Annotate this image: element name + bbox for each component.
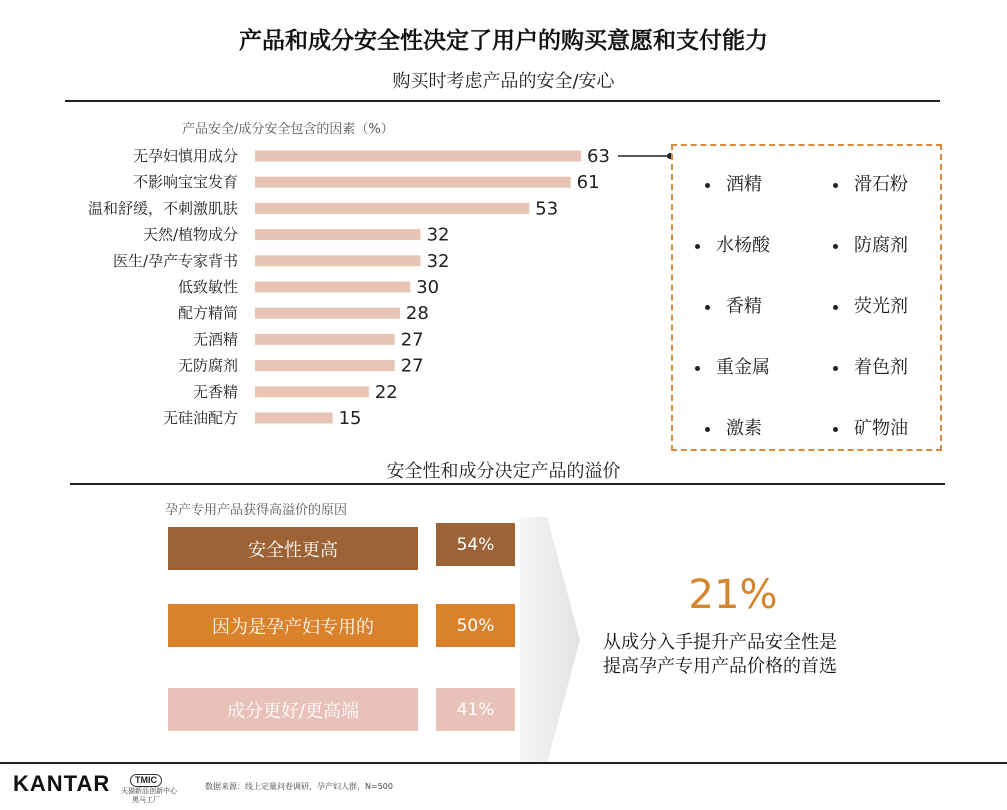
bar-value-label: 32	[426, 250, 450, 272]
section1-title: 购买时考虑产品的安全/安心	[392, 71, 615, 92]
category-label: 无防腐剂	[177, 356, 238, 375]
reason-bar-better-ingredients: 成分更好/更高端	[168, 688, 418, 731]
bar	[255, 177, 571, 188]
ingredient-label: 矿物油	[854, 418, 908, 439]
bullet-icon	[833, 366, 838, 371]
reason-bar-maternal-specific: 因为是孕产妇专用的	[168, 604, 418, 647]
bar-value-label: 22	[374, 381, 398, 403]
bar	[255, 386, 369, 397]
bullet-icon	[705, 427, 710, 432]
category-label: 不影响宝宝发育	[132, 173, 238, 192]
ingredient-item	[695, 231, 770, 257]
ingredient-item	[833, 353, 908, 379]
ingredient-label: 香精	[726, 296, 762, 317]
data-source-note: 数据来源：线上定量问卷调研，孕产妇人群，N=500	[205, 782, 393, 791]
ingredient-label: 重金属	[716, 357, 770, 378]
page-title: 产品和成分安全性决定了用户的购买意愿和支付能力	[239, 28, 768, 54]
category-label: 医生/孕产专家背书	[112, 251, 238, 270]
ingredient-label: 激素	[726, 418, 762, 439]
bar-value-label: 61	[576, 172, 600, 194]
ingredient-label: 酒精	[726, 174, 762, 195]
tmic-logo	[121, 768, 177, 805]
ingredient-item	[705, 414, 762, 440]
bar	[255, 334, 395, 345]
category-label: 配方精简	[177, 304, 238, 323]
safety-factors-bar-chart	[0, 140, 680, 440]
category-label: 低致敏性	[177, 278, 238, 296]
bullet-icon	[695, 244, 700, 249]
bar	[255, 255, 421, 266]
bar	[255, 229, 421, 240]
bar-value-label: 27	[400, 355, 424, 377]
bar	[255, 413, 333, 424]
bar-value-label: 63	[587, 146, 610, 167]
bullet-icon	[833, 427, 838, 432]
reason-pct-better-ingredients: 41%	[436, 688, 515, 731]
section1-divider	[65, 100, 940, 102]
bullet-icon	[833, 244, 838, 249]
category-label: 无酒精	[192, 330, 238, 349]
reason-pct-safety: 54%	[436, 523, 515, 566]
highlight-percentage: 21%	[688, 572, 778, 618]
ingredient-label: 水杨酸	[716, 235, 770, 256]
category-label: 温和舒缓，不刺激肌肤	[87, 199, 238, 218]
bullet-icon	[705, 183, 710, 188]
ingredients-list-box	[671, 144, 942, 451]
bullet-icon	[705, 305, 710, 310]
category-label: 无香精	[192, 382, 238, 401]
arrow-icon	[520, 517, 580, 763]
tmic-badge: TMIC	[130, 774, 162, 787]
ingredient-label: 荧光剂	[854, 296, 908, 317]
bar-value-label: 28	[405, 303, 429, 325]
bar-value-label: 27	[400, 329, 424, 351]
bullet-icon	[695, 366, 700, 371]
ingredient-item	[833, 414, 908, 440]
bar	[255, 203, 529, 214]
category-label: 无硅油配方	[162, 409, 238, 427]
bar	[255, 151, 581, 162]
highlight-text-line1: 从成分入手提升产品安全性是	[603, 632, 837, 653]
bar-value-label: 15	[338, 408, 362, 429]
ingredient-item	[833, 292, 908, 318]
bullet-icon	[833, 183, 838, 188]
category-label: 无孕妇慎用成分	[132, 147, 238, 165]
chart2-caption: 孕产专用产品获得高溢价的原因	[165, 503, 348, 518]
reason-pct-maternal-specific: 50%	[436, 604, 515, 647]
kantar-logo: KANTAR	[13, 771, 111, 796]
ingredient-item	[833, 231, 908, 257]
bar-value-label: 32	[426, 224, 450, 246]
footer-divider	[0, 762, 1007, 764]
section2-title: 安全性和成分决定产品的溢价	[386, 461, 621, 482]
ingredient-label: 着色剂	[854, 357, 908, 378]
ingredient-label: 防腐剂	[854, 235, 908, 256]
ingredient-item	[705, 170, 762, 196]
bullet-icon	[833, 305, 838, 310]
section2-divider	[70, 483, 945, 485]
bar-value-label: 53	[535, 198, 559, 220]
reason-bar-safety: 安全性更高	[168, 527, 418, 570]
bar	[255, 282, 410, 293]
ingredient-item	[705, 292, 762, 318]
bar-value-label: 30	[416, 277, 440, 298]
tmic-logo-line2: 黑马工厂	[132, 796, 160, 804]
bar	[255, 308, 400, 319]
ingredient-item	[833, 170, 908, 196]
highlight-text-line2: 提高孕产专用产品价格的首选	[603, 656, 837, 677]
tmic-logo-line1: 天猫新品创新中心	[121, 787, 177, 795]
chart1-caption: 产品安全/成分安全包含的因素（%）	[182, 122, 394, 137]
category-label: 天然/植物成分	[142, 225, 238, 244]
bar	[255, 360, 395, 371]
ingredient-label: 滑石粉	[854, 174, 908, 195]
ingredient-item	[695, 353, 770, 379]
